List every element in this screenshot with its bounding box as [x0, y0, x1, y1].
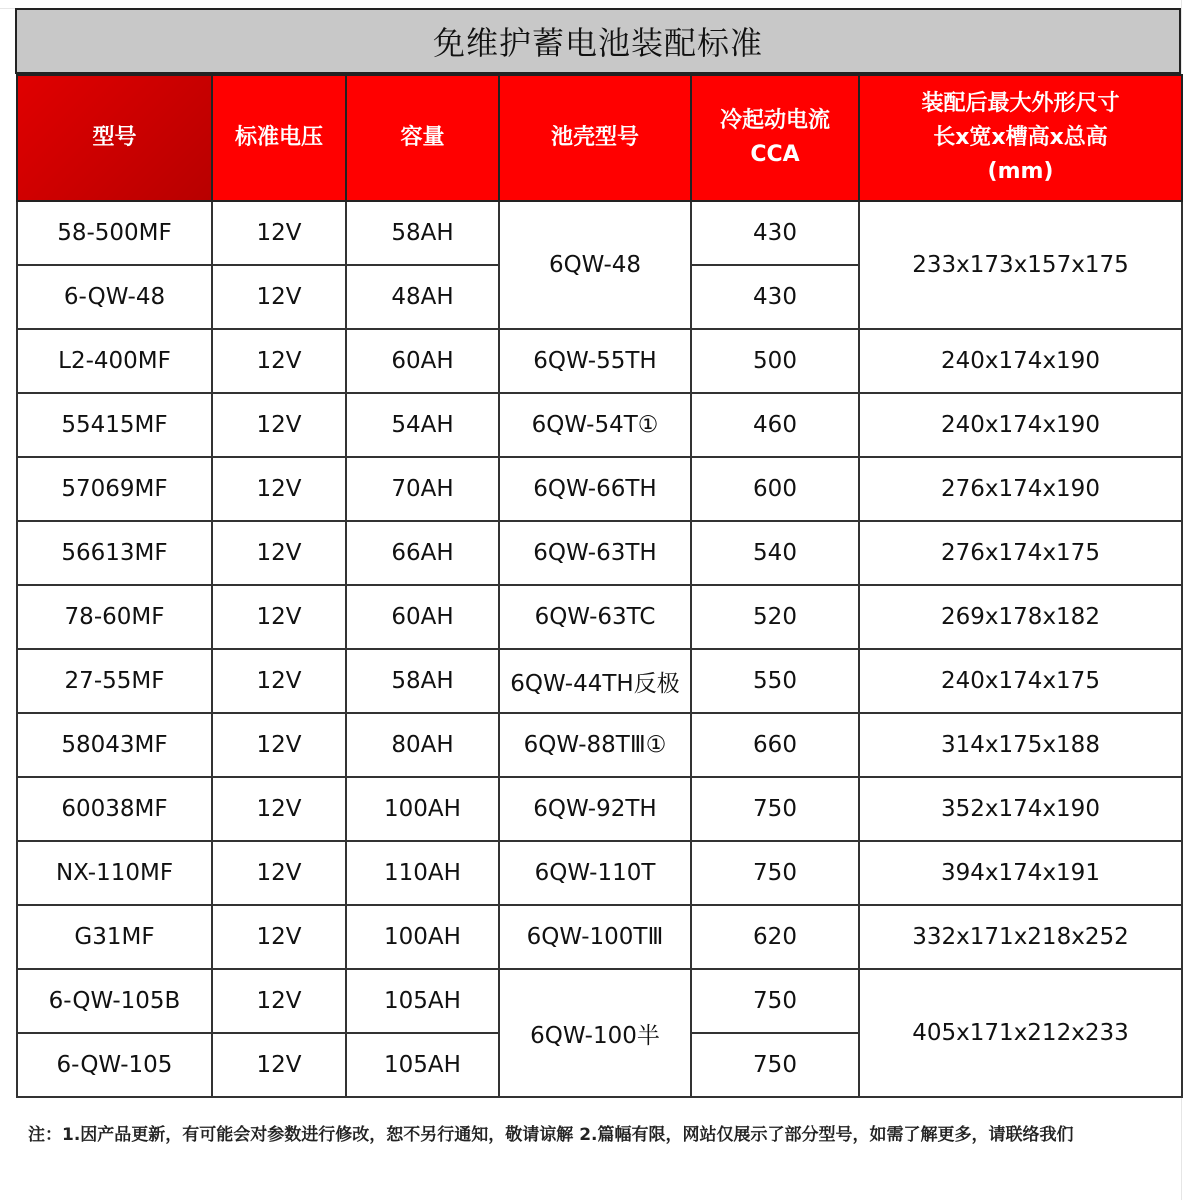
table-row	[17, 649, 1182, 713]
table-row	[17, 841, 1182, 905]
cell-cca: 750	[691, 1033, 859, 1097]
cell-voltage: 12V	[212, 265, 346, 329]
cell-voltage: 12V	[212, 777, 346, 841]
cell-cca: 520	[691, 585, 859, 649]
cell-voltage: 12V	[212, 969, 346, 1033]
cell-voltage: 12V	[212, 329, 346, 393]
cell-model: 57069MF	[17, 457, 212, 521]
cell-dimensions: 269x178x182	[859, 585, 1182, 649]
cell-capacity: 70AH	[346, 457, 499, 521]
cell-capacity: 105AH	[346, 1033, 499, 1097]
cell-case: 6QW-100半	[499, 969, 691, 1097]
cell-dimensions: 314x175x188	[859, 713, 1182, 777]
cell-cca: 750	[691, 969, 859, 1033]
cell-case: 6QW-54T①	[499, 393, 691, 457]
cell-cca: 500	[691, 329, 859, 393]
header-dim-line1: 装配后最大外形尺寸	[921, 91, 1120, 116]
cell-model: L2-400MF	[17, 329, 212, 393]
table-row	[17, 585, 1182, 649]
cell-dimensions: 240x174x175	[859, 649, 1182, 713]
cell-case: 6QW-110T	[499, 841, 691, 905]
cell-capacity: 54AH	[346, 393, 499, 457]
table-row	[17, 457, 1182, 521]
cell-voltage: 12V	[212, 713, 346, 777]
cell-voltage: 12V	[212, 1033, 346, 1097]
table-row	[17, 905, 1182, 969]
cell-model: 27-55MF	[17, 649, 212, 713]
cell-case: 6QW-63TC	[499, 585, 691, 649]
cell-cca: 600	[691, 457, 859, 521]
table-row	[17, 393, 1182, 457]
header-cca-line2: CCA	[750, 142, 800, 167]
table-row	[17, 969, 1182, 1033]
cell-dimensions: 405x171x212x233	[859, 969, 1182, 1097]
cell-case: 6QW-100TⅢ	[499, 905, 691, 969]
cell-model: 78-60MF	[17, 585, 212, 649]
cell-capacity: 100AH	[346, 905, 499, 969]
table-title: 免维护蓄电池装配标准	[15, 8, 1181, 74]
cell-model: 6-QW-105	[17, 1033, 212, 1097]
cell-capacity: 66AH	[346, 521, 499, 585]
cell-voltage: 12V	[212, 201, 346, 265]
cell-capacity: 60AH	[346, 585, 499, 649]
cell-model: 55415MF	[17, 393, 212, 457]
header-cca-line1: 冷起动电流	[719, 108, 830, 133]
header-case: 池壳型号	[499, 75, 691, 201]
cell-case: 6QW-63TH	[499, 521, 691, 585]
cell-model: 56613MF	[17, 521, 212, 585]
cell-voltage: 12V	[212, 393, 346, 457]
cell-model: G31MF	[17, 905, 212, 969]
cell-cca: 430	[691, 201, 859, 265]
cell-dimensions: 394x174x191	[859, 841, 1182, 905]
footnote: 注：1.因产品更新，有可能会对参数进行修改，恕不另行通知，敬请谅解 2.篇幅有限，网站仅展示了部分型号，如需了解更多，请联络我们	[28, 1125, 1074, 1145]
cell-voltage: 12V	[212, 521, 346, 585]
cell-voltage: 12V	[212, 585, 346, 649]
cell-model: 6-QW-105B	[17, 969, 212, 1033]
cell-cca: 460	[691, 393, 859, 457]
cell-voltage: 12V	[212, 905, 346, 969]
table-row	[17, 521, 1182, 585]
table-row	[17, 713, 1182, 777]
cell-capacity: 105AH	[346, 969, 499, 1033]
cell-dimensions: 276x174x175	[859, 521, 1182, 585]
cell-cca: 430	[691, 265, 859, 329]
cell-model: 6-QW-48	[17, 265, 212, 329]
cell-voltage: 12V	[212, 841, 346, 905]
cell-voltage: 12V	[212, 457, 346, 521]
header-voltage: 标准电压	[212, 75, 346, 201]
table-row	[17, 329, 1182, 393]
cell-case: 6QW-48	[499, 201, 691, 329]
cell-capacity: 48AH	[346, 265, 499, 329]
header-row	[17, 75, 1182, 201]
cell-cca: 750	[691, 841, 859, 905]
cell-dimensions: 276x174x190	[859, 457, 1182, 521]
header-dim-line2: 长x宽x槽高x总高	[933, 125, 1108, 150]
cell-case: 6QW-66TH	[499, 457, 691, 521]
header-dimensions	[859, 75, 1182, 201]
battery-spec-table	[16, 74, 1183, 1098]
header-dim-line3: (mm)	[987, 159, 1054, 184]
grid-right-margin	[1181, 0, 1200, 1200]
cell-dimensions: 240x174x190	[859, 329, 1182, 393]
cell-cca: 660	[691, 713, 859, 777]
cell-cca: 620	[691, 905, 859, 969]
header-cca	[691, 75, 859, 201]
cell-capacity: 60AH	[346, 329, 499, 393]
cell-capacity: 100AH	[346, 777, 499, 841]
cell-case: 6QW-55TH	[499, 329, 691, 393]
cell-model: 60038MF	[17, 777, 212, 841]
cell-cca: 750	[691, 777, 859, 841]
cell-capacity: 58AH	[346, 649, 499, 713]
cell-voltage: 12V	[212, 649, 346, 713]
header-capacity: 容量	[346, 75, 499, 201]
cell-cca: 540	[691, 521, 859, 585]
cell-cca: 550	[691, 649, 859, 713]
cell-dimensions: 332x171x218x252	[859, 905, 1182, 969]
cell-dimensions: 233x173x157x175	[859, 201, 1182, 329]
table-row	[17, 201, 1182, 265]
cell-capacity: 58AH	[346, 201, 499, 265]
table-row	[17, 777, 1182, 841]
cell-model: 58043MF	[17, 713, 212, 777]
cell-case: 6QW-92TH	[499, 777, 691, 841]
cell-model: NX-110MF	[17, 841, 212, 905]
header-model: 型号	[17, 75, 212, 201]
cell-capacity: 80AH	[346, 713, 499, 777]
cell-dimensions: 352x174x190	[859, 777, 1182, 841]
cell-case: 6QW-88TⅢ①	[499, 713, 691, 777]
cell-case: 6QW-44TH反极	[499, 649, 691, 713]
cell-model: 58-500MF	[17, 201, 212, 265]
cell-dimensions: 240x174x190	[859, 393, 1182, 457]
cell-capacity: 110AH	[346, 841, 499, 905]
